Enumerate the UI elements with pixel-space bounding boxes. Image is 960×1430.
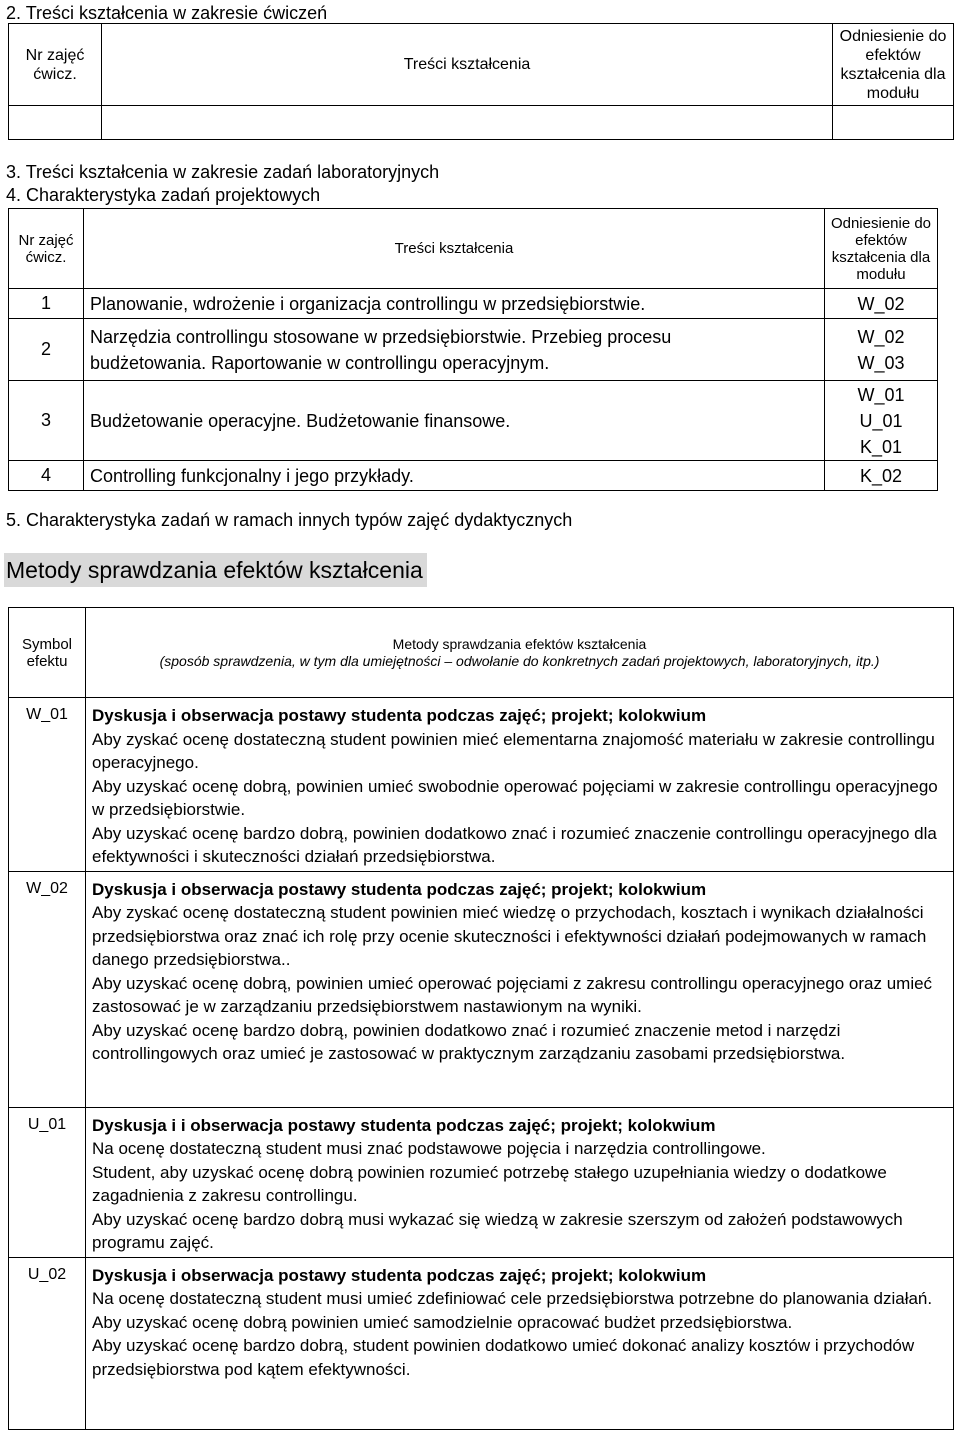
section-3-heading: 3. Treści kształcenia w zakresie zadań laboratoryjnych [6, 162, 440, 182]
methods-table [8, 607, 954, 1430]
empty-cell [9, 106, 102, 140]
table-row [9, 319, 938, 381]
method-paragraph: Aby uzyskać ocenę bardzo dobrą, powinien dodatkowo znać i rozumieć znaczenie controllingu operacyjnego dla efektywności i skuteczności działań przedsiębiorstwa. [92, 823, 937, 866]
method-paragraph: Na ocenę dostateczną student musi umieć zdefiniować cele przedsiębiorstwa potrzebne do planowania działań. [92, 1289, 933, 1308]
method-paragraph: Student, aby uzyskać ocenę dobrą powinien rozumieć potrzebę stałego uzupełniania wiedzy o dodatkowe zagadnienia z zakresu controllingu. [92, 1162, 887, 1205]
table-row [9, 381, 938, 461]
effect-methods [86, 698, 954, 872]
effect-symbol: U_02 [9, 1257, 86, 1429]
row-text: Controlling funkcjonalny i jego przykłady. [84, 461, 825, 491]
method-paragraph: Aby uzyskać ocenę bardzo dobrą, powinien dodatkowo znać i rozumieć znaczenie metod i narzędzi controllingowych oraz umieć je zastosować w praktycznym zarządzaniu zasobami przedsiębiorstwa. [92, 1020, 846, 1063]
row-number: 3 [9, 381, 84, 461]
col-tresci-header: Treści kształcenia [102, 24, 833, 106]
empty-cell [102, 106, 833, 140]
method-title: Dyskusja i obserwacja postawy studenta podczas zajęć; projekt; kolokwium [92, 1265, 707, 1285]
method-paragraph: Aby uzyskać ocenę bardzo dobrą, student powinien dodatkowo umieć dokonać analizy kosztów i przychodów przedsiębiorstwa pod kątem efektywności. [92, 1336, 915, 1379]
effect-methods [86, 1257, 954, 1429]
col-tresci-header: Treści kształcenia [84, 209, 825, 289]
row-text: Narzędzia controllingu stosowane w przedsiębiorstwie. Przebieg procesu budżetowania. Raportowanie w controllingu operacyjnym. [84, 319, 825, 381]
methods-banner: Metody sprawdzania efektów kształcenia [4, 553, 427, 587]
row-reference: W_01 U_01 K_01 [825, 381, 938, 461]
table-row [9, 871, 954, 1107]
method-paragraph: Aby uzyskać ocenę dobrą, powinien umieć operować pojęciami z zakresu controllingu operacyjnego oraz umieć zastosować je w zarządzaniu przedsiębiorstwem nastawionym na wyniki. [92, 973, 933, 1016]
row-reference: W_02 [825, 289, 938, 319]
table-row [9, 289, 938, 319]
col-odniesienie-header: Odniesienie do efektów kształcenia dla modułu [825, 209, 938, 289]
method-paragraph: Na ocenę dostateczną student musi znać podstawowe pojęcia i narzędzia controllingowe. [92, 1139, 766, 1158]
section-5-heading: 5. Charakterystyka zadań w ramach innych typów zajęć dydaktycznych [6, 510, 573, 530]
methods-header-note: (sposób sprawdzenia, w tym dla umiejętności – odwołanie do konkretnych zadań projektowych, laboratoryjnych, itp.) [159, 652, 880, 669]
col-odniesienie-header: Odniesienie do efektów kształcenia dla modułu [833, 24, 954, 106]
row-number: 4 [9, 461, 84, 491]
method-paragraph: Aby zyskać ocenę dostateczną student powinien mieć wiedzę o przychodach, kosztach i wynikach działalności przedsiębiorstwa oraz znać ich rolę przy ocenie skuteczności i efektywności działań podejmowanych w ramach danego przedsiębiorstwa.. [92, 903, 927, 969]
row-reference: W_02 W_03 [825, 319, 938, 381]
row-number: 1 [9, 289, 84, 319]
method-title: Dyskusja i obserwacja postawy studenta podczas zajęć; projekt; kolokwium [92, 706, 707, 725]
project-tasks-table [8, 208, 938, 491]
row-reference: K_02 [825, 461, 938, 491]
table-row [9, 1107, 954, 1257]
section-4-heading: 4. Charakterystyka zadań projektowych [6, 185, 321, 205]
method-paragraph: Aby uzyskać ocenę dobrą powinien umieć samodzielnie opracować budżet przedsiębiorstwa. [92, 1312, 793, 1332]
effect-symbol: W_01 [9, 698, 86, 872]
effect-methods [86, 871, 954, 1107]
empty-cell [833, 106, 954, 140]
row-text: Budżetowanie operacyjne. Budżetowanie finansowe. [84, 381, 825, 461]
method-title: Dyskusja i obserwacja postawy studenta podczas zajęć; projekt; kolokwium [92, 879, 707, 899]
effect-symbol: W_02 [9, 871, 86, 1107]
table-row [9, 1257, 954, 1429]
table-row [9, 698, 954, 872]
effect-methods [86, 1107, 954, 1257]
row-text: Planowanie, wdrożenie i organizacja controllingu w przedsiębiorstwie. [84, 289, 825, 319]
exercises-table [8, 23, 954, 140]
methods-header-title: Metody sprawdzania efektów kształcenia [392, 635, 647, 652]
col-nr-header: Nr zajęć ćwicz. [9, 24, 102, 106]
section-2-heading: 2. Treści kształcenia w zakresie ćwiczeń [6, 3, 328, 23]
col-nr-header: Nr zajęć ćwicz. [9, 209, 84, 289]
method-paragraph: Aby zyskać ocenę dostateczną student powinien mieć elementarna znajomość materiału w zakresie controllingu operacyjnego. [92, 729, 935, 772]
row-number: 2 [9, 319, 84, 381]
col-symbol-header: Symbol efektu [9, 608, 86, 698]
method-paragraph: Aby uzyskać ocenę bardzo dobrą musi wykazać się wiedzą w zakresie szerszym od założeń podstawowych programu zajęć. [92, 1209, 903, 1252]
method-title: Dyskusja i i obserwacja postawy studenta podczas zajęć; projekt; kolokwium [92, 1115, 716, 1135]
effect-symbol: U_01 [9, 1107, 86, 1257]
col-methods-header [86, 608, 954, 698]
method-paragraph: Aby uzyskać ocenę dobrą, powinien umieć swobodnie operować pojęciami w zakresie controllingu operacyjnego w przedsiębiorstwie. [92, 776, 938, 819]
table-row [9, 461, 938, 491]
